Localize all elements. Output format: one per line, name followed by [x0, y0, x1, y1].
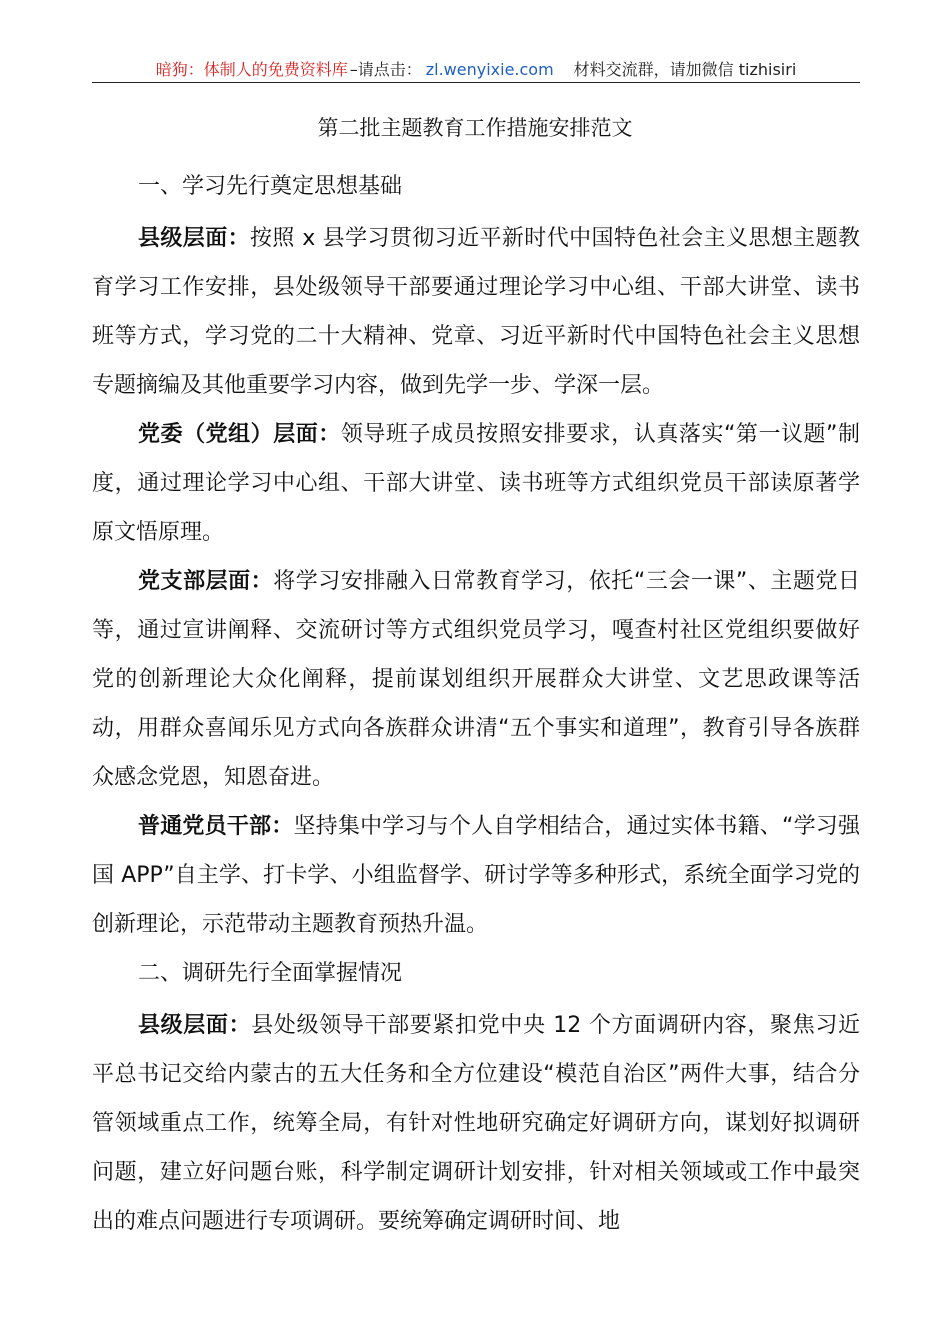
- section-heading: 一、学习先行奠定思想基础: [138, 174, 403, 199]
- header-group-note: 材料交流群，请加微信 tizhisiri: [573, 60, 797, 79]
- section-heading: 二、调研先行全面掌握情况: [138, 961, 403, 986]
- paragraph: [92, 1001, 860, 1246]
- paragraph-lead: 县级层面：: [138, 1013, 252, 1038]
- document-title: 第二批主题教育工作措施安排范文: [317, 116, 633, 140]
- paragraph: [92, 410, 860, 557]
- paragraph-text: 将学习安排融入日常教育学习，依托“三会一课”、主题党日等，通过宣讲阐释、交流研讨等方式组织党员学习，嘎查村社区党组织要做好党的创新理论大众化阐释，提前谋划组织开展群众大讲堂、文艺思政课等活动，用群众喜闻乐见方式向各族群众讲清“五个事实和道理”，教育引导各族群众感念党恩，知恩奋进。: [92, 569, 860, 790]
- paragraph: [92, 557, 860, 802]
- paragraph: [92, 802, 860, 949]
- header-brand: 暗狗：体制人的免费资料库: [155, 60, 348, 79]
- document-body: [92, 162, 860, 1246]
- paragraph-lead: 党支部层面：: [138, 569, 274, 594]
- paragraph-text: 坚持集中学习与个人自学相结合，通过实体书籍、“学习强国 APP”自主学、打卡学、小组监督学、研讨学等多种形式，系统全面学习党的创新理论，示范带动主题教育预热升温。: [92, 814, 860, 937]
- paragraph-lead: 党委（党组）层面：: [138, 422, 341, 447]
- paragraph: [92, 214, 860, 410]
- paragraph-text: 按照 x 县学习贯彻习近平新时代中国特色社会主义思想主题教育学习工作安排，县处级领导干部要通过理论学习中心组、干部大讲堂、读书班等方式，学习党的二十大精神、党章、习近平新时代中国特色社会主义思想专题摘编及其他重要学习内容，做到先学一步、学深一层。: [92, 226, 860, 398]
- page-header: [92, 58, 860, 83]
- paragraph-text: 县处级领导干部要紧扣党中央 12 个方面调研内容，聚焦习近平总书记交给内蒙古的五大任务和全方位建设“模范自治区”两件大事，结合分管领域重点工作，统筹全局，有针对性地研究确定好调研方向，谋划好拟调研问题，建立好问题台账，科学制定调研计划安排，针对相关领域或工作中最突出的难点问题进行专项调研。要统筹确定调研时间、地: [92, 1013, 860, 1234]
- paragraph-lead: 县级层面：: [138, 226, 251, 251]
- header-prompt: –请点击：: [349, 60, 422, 79]
- header-link[interactable]: zl.wenyixie.com: [425, 60, 554, 79]
- paragraph-lead: 普通党员干部：: [138, 814, 294, 839]
- paragraph-text: 领导班子成员按照安排要求，认真落实“第一议题”制度，通过理论学习中心组、干部大讲堂、读书班等方式组织党员干部读原著学原文悟原理。: [92, 422, 860, 545]
